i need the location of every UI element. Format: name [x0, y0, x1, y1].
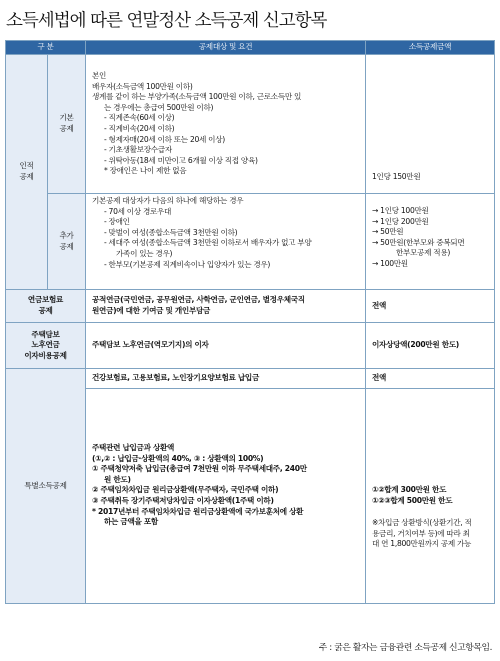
pension-requirements [86, 290, 366, 323]
additional-amount: → 1인당 200만원 [372, 216, 429, 226]
special-housing-line: ② 주택임차차입금 원리금상환액(무주택자, 국민주택 이하) [92, 485, 279, 495]
category-housing-mortgage-line2: 노후연금 [31, 340, 60, 350]
subcategory-additional-line1: 추가 [59, 230, 74, 240]
additional-requirements [86, 194, 366, 290]
special-housing-line: * 2017년부터 주택임차차입금 원리금상환액에 국가보훈처에 상환 [92, 506, 304, 516]
basic-line: 배우자(소득금액 100만원 이하) [92, 81, 193, 91]
housing-mortgage-amount: 이자상당액(200만원 한도) [366, 323, 495, 369]
category-pension-line2: 공제 [38, 306, 53, 315]
special-housing-footnote: 용금리, 거치여부 등)에 따라 최 [372, 528, 470, 538]
basic-amount: 1인당 150만원 [366, 55, 495, 194]
basic-line: 생계를 같이 하는 부양가족(소득금액 100만원 이하, 근로소득만 있 [92, 92, 302, 102]
additional-amount: → 50만원 [372, 227, 404, 237]
basic-line: - 직계존속(60세 이상) [104, 113, 175, 123]
special-housing-line: 원 한도) [104, 474, 131, 484]
pension-line: 원연금)에 대한 기여금 및 개인부담금 [92, 306, 211, 315]
additional-amount: → 50만원(한부모와 중복되면 [372, 237, 465, 247]
row-additional-deduction [6, 194, 495, 290]
additional-line: 기본공제 대상자가 다음의 하나에 해당하는 경우 [92, 196, 244, 205]
page-title: 소득세법에 따른 연말정산 소득공제 신고항목 [6, 11, 327, 31]
housing-mortgage-text: 주택담보 노후연금(역모기지)의 이자 [86, 323, 366, 369]
category-personal-line1: 인적 [19, 161, 34, 171]
category-housing-mortgage-line3: 이자비용공제 [24, 350, 67, 360]
footnote: 주 : 굵은 활자는 금융관련 소득공제 신고항목임. [318, 643, 492, 653]
row-pension [6, 290, 495, 323]
special-housing-line: 하는 금액을 포함 [104, 517, 158, 527]
category-personal-line2: 공제 [19, 172, 34, 181]
special-housing-line: ③ 주택취득 장기주택저당차입금 이자상환액(1주택 이하) [92, 495, 274, 505]
row-basic-deduction [6, 55, 495, 194]
category-pension [6, 290, 86, 323]
special-housing-text [86, 389, 366, 604]
additional-amount: 한부모공제 적용) [396, 248, 451, 258]
additional-line: 가족이 있는 경우) [116, 248, 173, 258]
special-housing-line: 주택관련 납입금과 상환액 [92, 443, 175, 452]
subcategory-basic-line1: 기본 [59, 113, 74, 123]
header-amount: 소득공제금액 [366, 41, 495, 55]
special-insurance-amount: 전액 [366, 369, 495, 389]
additional-amount: → 1인당 100만원 [372, 206, 429, 215]
subcategory-basic-line2: 공제 [59, 124, 74, 133]
special-housing-line: (①,② : 납입금·상환액의 40%, ③ : 상환액의 100%) [92, 453, 264, 463]
special-housing-footnote: ※차입금 상환방식(상환기간, 적 [372, 518, 472, 528]
additional-line: - 70세 이상 경로우대 [104, 206, 172, 216]
basic-line: - 기초생활보장수급자 [104, 145, 172, 155]
basic-line: - 형제자매(20세 이하 또는 20세 이상) [104, 134, 225, 144]
row-special-insurance [6, 369, 495, 389]
category-housing-mortgage [6, 323, 86, 369]
subcategory-additional-line2: 공제 [59, 241, 74, 251]
additional-line: - 맞벌이 여성(종합소득금액 3천만원 이하) [104, 227, 238, 237]
pension-amount: 전액 [366, 290, 495, 323]
special-housing-footnote: 대 연 1,800만원까지 공제 가능 [372, 539, 472, 549]
special-insurance-text: 건강보험료, 고용보험료, 노인장기요양보험료 납입금 [86, 369, 366, 389]
basic-line: * 장애인은 나이 제한 없음 [104, 166, 187, 176]
basic-line: 는 경우에는 총급여 500만원 이하) [104, 102, 214, 112]
deduction-table [5, 40, 495, 604]
table-header-row [6, 41, 495, 55]
basic-line: 본인 [92, 71, 107, 81]
additional-amount: → 100만원 [372, 258, 408, 268]
header-requirements: 공제대상 및 요건 [86, 41, 366, 55]
category-special: 특별소득공제 [6, 369, 86, 604]
additional-line: - 세대주 여성(종합소득금액 3천만원 이하로서 배우자가 없고 부양 [104, 238, 312, 248]
spacer [372, 506, 490, 518]
additional-line: - 장애인 [104, 217, 130, 227]
category-personal [6, 55, 48, 290]
category-pension-line1: 연금보험료 [27, 295, 64, 305]
header-category: 구 분 [6, 41, 86, 55]
additional-amounts [366, 194, 495, 290]
pension-line: 공적연금(국민연금, 공무원연금, 사학연금, 군인연금, 별정우체국직 [92, 295, 305, 305]
row-housing-mortgage [6, 323, 495, 369]
additional-line: - 한부모(기본공제 직계비속이나 입양자가 있는 경우) [104, 259, 271, 269]
subcategory-additional [48, 194, 86, 290]
subcategory-basic [48, 55, 86, 194]
special-housing-amount: ①②③합계 500만원 한도 [372, 495, 453, 505]
special-housing-amounts [366, 389, 495, 604]
special-housing-amount: ①②합계 300만원 한도 [372, 485, 447, 494]
basic-line: - 직계비속(20세 이하) [104, 124, 175, 133]
special-housing-line: ① 주택청약저축 납입금(총급여 7천만원 이하 무주택세대주, 240만 [92, 464, 307, 474]
category-housing-mortgage-line1: 주택담보 [31, 329, 60, 339]
basic-requirements [86, 55, 366, 194]
basic-line: - 위탁아동(18세 미만이고 6개월 이상 직접 양육) [104, 155, 258, 165]
